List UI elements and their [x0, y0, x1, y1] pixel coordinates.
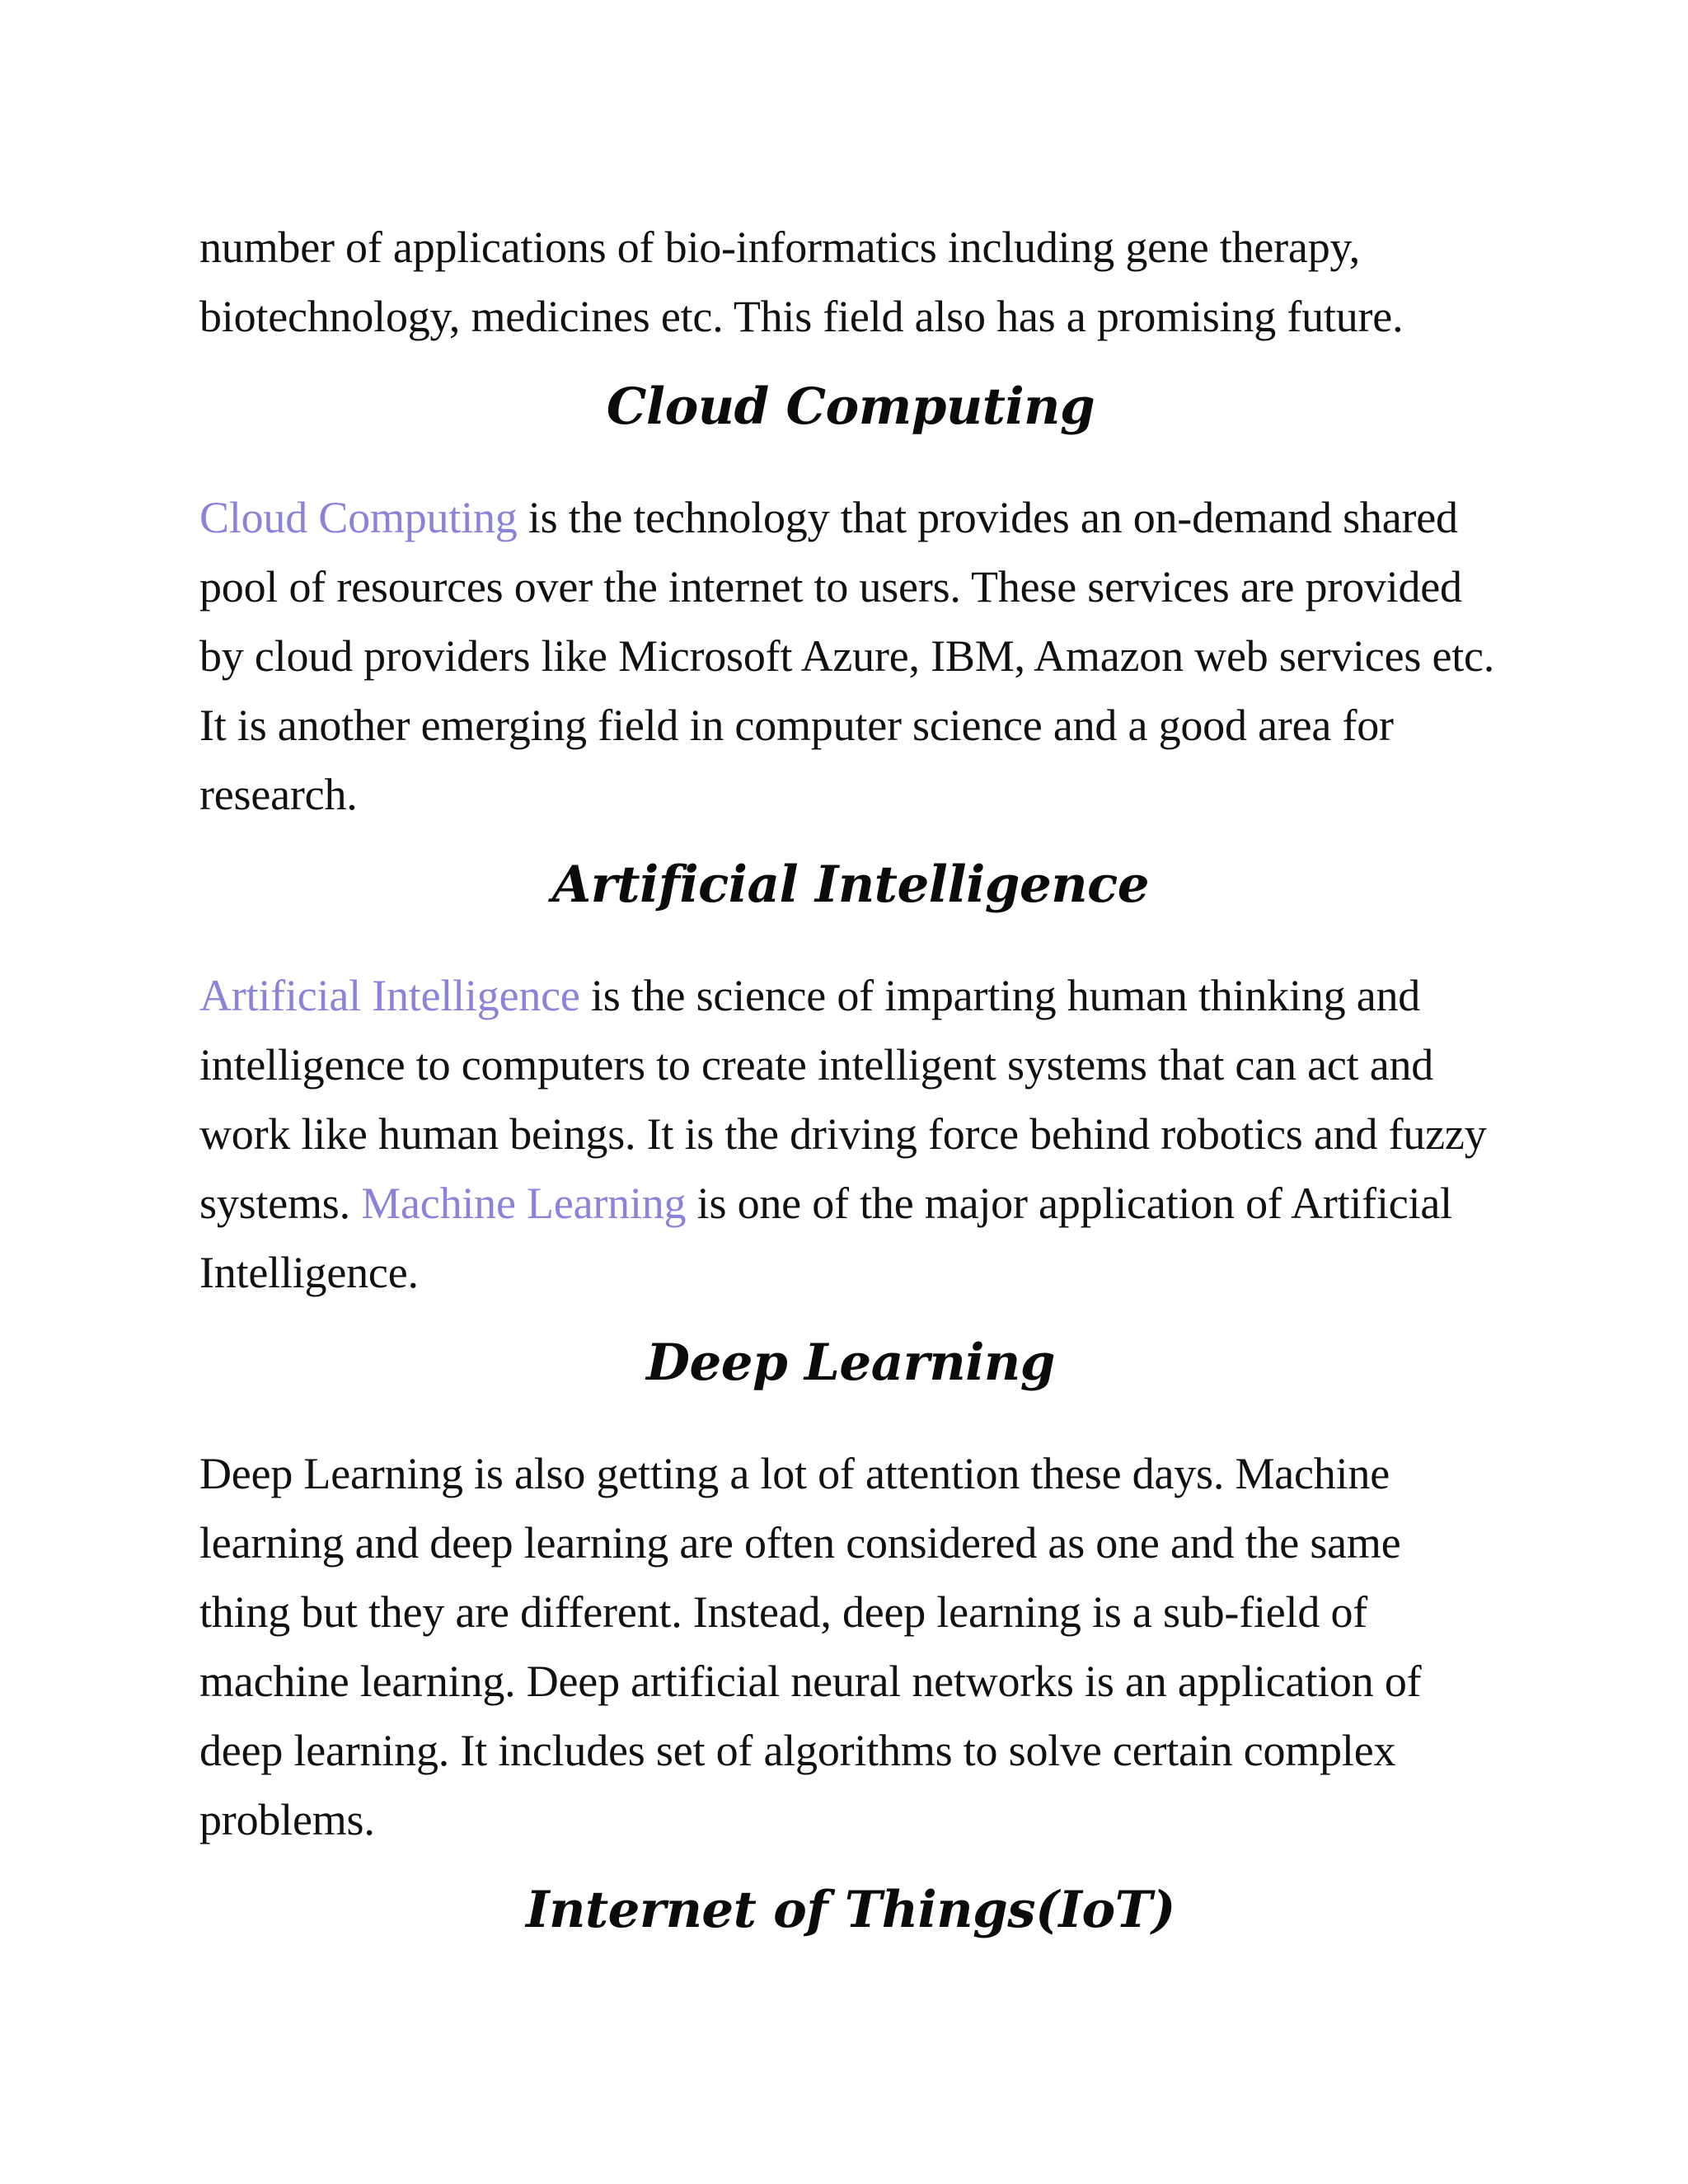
artificial-intelligence-paragraph — [199, 961, 1502, 1307]
cloud-computing-paragraph — [199, 483, 1502, 829]
cloud-computing-link[interactable]: Cloud Computing — [199, 493, 518, 542]
document-body — [199, 213, 1502, 1945]
artificial-intelligence-link[interactable]: Artificial Intelligence — [199, 971, 580, 1020]
cloud-computing-text: is the technology that provides an on-demand shared pool of resources over the internet to users. These services are provided by cloud providers like Microsoft Azure, IBM, Amazon web services etc. It is another emerging field in computer science and a good area for research. — [199, 493, 1495, 819]
artificial-intelligence-text-2: is one of the major application of Artificial Intelligence. — [199, 1179, 1452, 1297]
heading-deep-learning: Deep Learning — [646, 1333, 1055, 1392]
heading-internet-of-things: Internet of Things(IoT) — [526, 1881, 1175, 1939]
artificial-intelligence-text-1: is the science of imparting human thinking and intelligence to computers to create intelligent systems that can act and work like human beings. It is the driving force behind robotics and fuzzy systems. — [199, 971, 1487, 1228]
intro-paragraph: number of applications of bio-informatics including gene therapy, biotechnology, medicines etc. This field also has a promising future. — [199, 223, 1404, 341]
deep-learning-paragraph: Deep Learning is also getting a lot of attention these days. Machine learning and deep learning are often considered as one and the same thing but they are different. Instead, deep learning is a sub-field of machine learning. Deep artificial neural networks is an application of deep learning. It includes set of algorithms to solve certain complex problems. — [199, 1449, 1422, 1844]
heading-cloud-computing: Cloud Computing — [606, 377, 1095, 436]
machine-learning-link[interactable]: Machine Learning — [361, 1179, 687, 1228]
heading-artificial-intelligence: Artificial Intelligence — [551, 855, 1150, 914]
